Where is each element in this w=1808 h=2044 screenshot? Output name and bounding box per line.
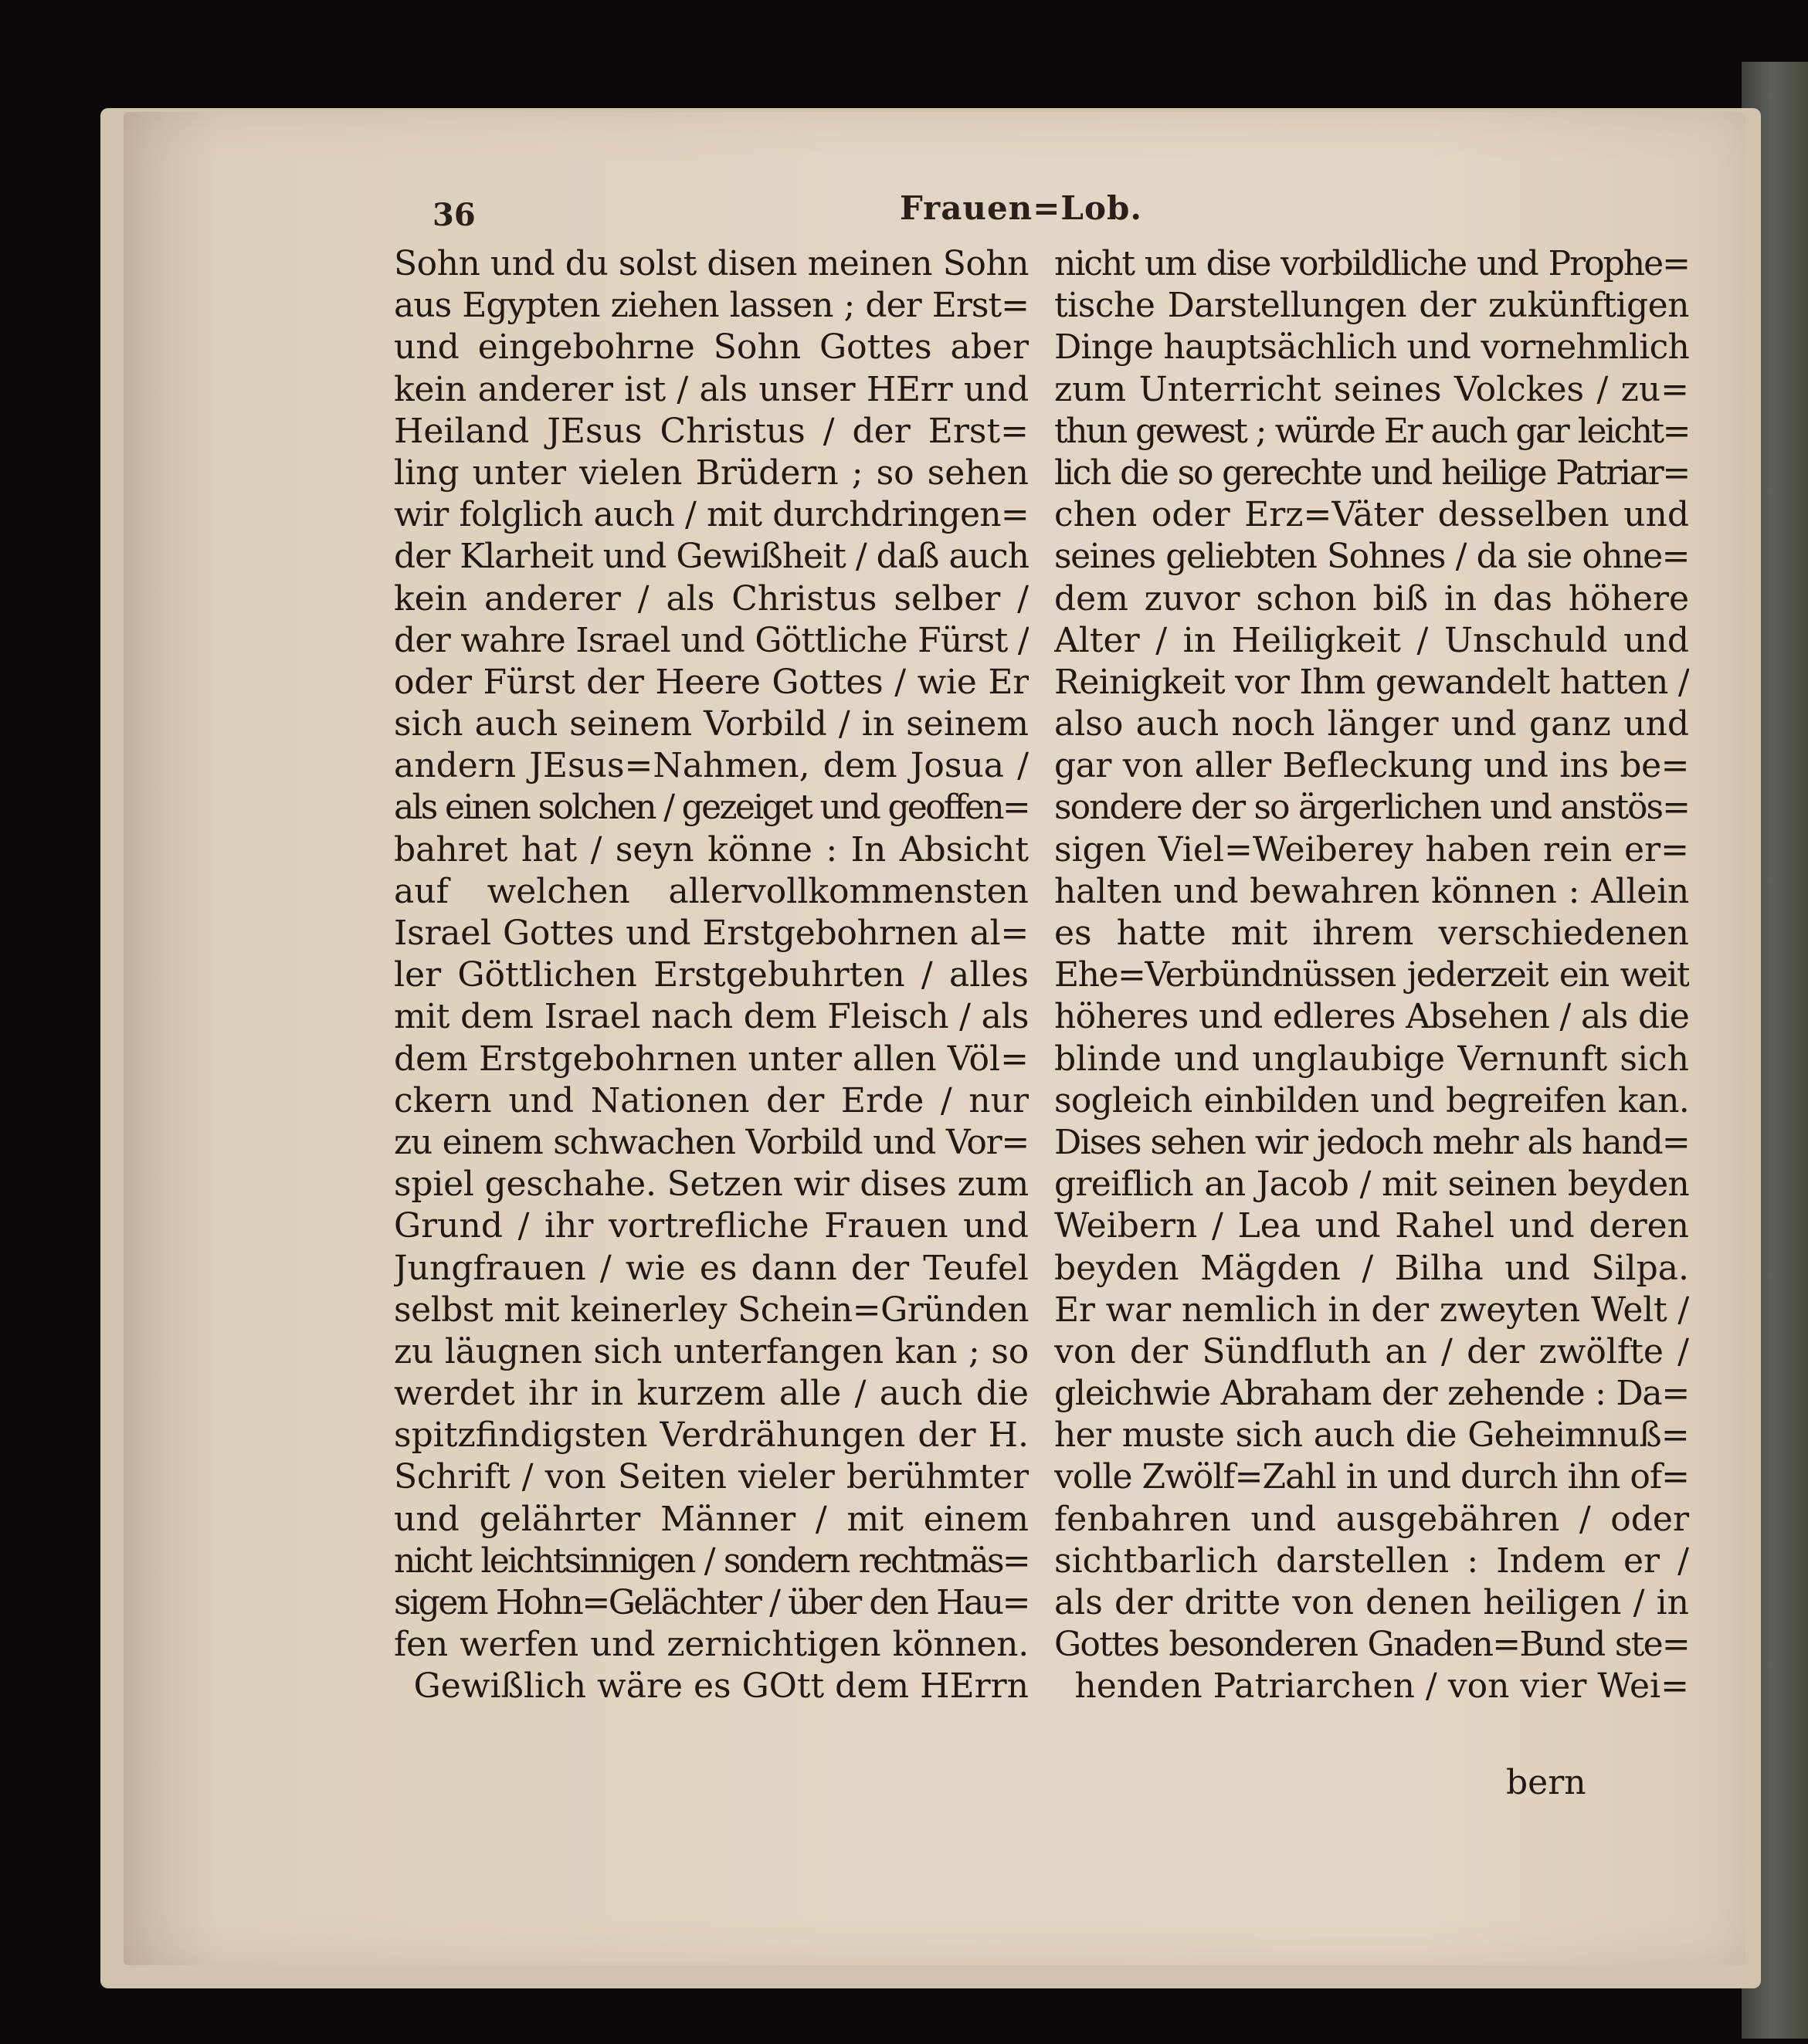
text-line: lich die so gerechte und heilige Patriar=	[1054, 453, 1689, 493]
text-line: spitzfindigsten Verdrähungen der H.	[394, 1415, 1029, 1456]
text-line: als einen solchen / gezeiget und geoffen=	[394, 788, 1029, 828]
text-line: und gelährter Männer / mit einem	[394, 1499, 1029, 1539]
text-line: spiel geschahe. Setzen wir dises zum	[394, 1164, 1029, 1205]
text-line: oder Fürst der Heere Gottes / wie Er	[394, 662, 1029, 702]
text-line: volle Zwölf=Zahl in und durch ihn of=	[1054, 1457, 1689, 1497]
text-line: fenbahren und ausgebähren / oder	[1054, 1499, 1689, 1539]
running-head: Frauen=Lob.	[900, 189, 1142, 227]
text-line: Dinge hauptsächlich und vornehmlich	[1054, 327, 1689, 368]
text-line: Gewißlich wäre es GOtt dem HErrn	[413, 1666, 1029, 1707]
text-column-left	[394, 243, 1029, 1708]
text-line: fen werfen und zernichtigen können.	[394, 1625, 1029, 1665]
text-line: mit dem Israel nach dem Fleisch / als	[394, 997, 1029, 1037]
text-line: sich auch seinem Vorbild / in seinem	[394, 704, 1029, 744]
text-line: tische Darstellungen der zukünftigen	[1054, 286, 1689, 326]
text-line: blinde und unglaubige Vernunft sich	[1054, 1039, 1689, 1079]
text-line: sogleich einbilden und begreifen kan.	[1054, 1080, 1689, 1120]
text-line: Sohn und du solst disen meinen Sohn	[394, 244, 1029, 283]
text-line: seines geliebten Sohnes / da sie ohne=	[1054, 537, 1689, 577]
text-line: kein anderer / als Christus selber /	[394, 578, 1029, 619]
text-column-right	[1054, 243, 1689, 1708]
text-line: zum Unterricht seines Volckes / zu=	[1054, 369, 1689, 409]
text-line: nicht um dise vorbildliche und Prophe=	[1054, 244, 1689, 283]
text-line: Israel Gottes und Erstgebohrnen al=	[394, 914, 1029, 953]
text-line: selbst mit keinerley Schein=Gründen	[394, 1290, 1029, 1330]
text-line: Alter / in Heiligkeit / Unschuld und	[1054, 620, 1689, 660]
text-line: der Klarheit und Gewißheit / daß auch	[394, 537, 1029, 577]
text-line: nicht leichtsinnigen / sondern rechtmäs=	[394, 1541, 1029, 1581]
text-line: Grund / ihr vortrefliche Frauen und	[394, 1206, 1029, 1246]
text-line: Schrift / von Seiten vieler berühmter	[394, 1457, 1029, 1497]
text-line: auf welchen allervollkommensten	[394, 871, 1029, 911]
text-line: thun gewest ; würde Er auch gar leicht=	[1054, 411, 1689, 451]
text-line: kein anderer ist / als unser HErr und	[394, 369, 1029, 409]
text-line: sigen Viel=Weiberey haben rein er=	[1054, 829, 1689, 869]
text-line: henden Patriarchen / von vier Wei=	[1074, 1666, 1689, 1707]
text-line: Gottes besonderen Gnaden=Bund ste=	[1054, 1625, 1689, 1665]
text-line: Jungfrauen / wie es dann der Teufel	[394, 1248, 1029, 1288]
text-line: gar von aller Befleckung und ins be=	[1054, 746, 1689, 786]
text-line: gleichwie Abraham der zehende : Da=	[1054, 1374, 1689, 1414]
text-line: greiflich an Jacob / mit seinen beyden	[1054, 1164, 1689, 1205]
text-line: also auch noch länger und ganz und	[1054, 704, 1689, 744]
text-line: andern JEsus=Nahmen, dem Josua /	[394, 746, 1029, 786]
text-line: ler Göttlichen Erstgebuhrten / alles	[394, 955, 1029, 995]
text-line: dem zuvor schon biß in das höhere	[1054, 578, 1689, 619]
catchword: bern	[1506, 1763, 1586, 1802]
text-line: der wahre Israel und Göttliche Fürst /	[394, 620, 1029, 660]
text-line: chen oder Erz=Väter desselben und	[1054, 495, 1689, 535]
text-line: wir folglich auch / mit durchdringen=	[394, 495, 1029, 535]
text-line: sichtbarlich darstellen : Indem er /	[1054, 1541, 1689, 1581]
text-line: von der Sündfluth an / der zwölfte /	[1054, 1331, 1689, 1371]
text-line: dem Erstgebohrnen unter allen Völ=	[394, 1039, 1029, 1079]
text-line: sondere der so ärgerlichen und anstös=	[1054, 788, 1689, 828]
text-line: sigem Hohn=Gelächter / über den Hau=	[394, 1583, 1029, 1622]
text-line: es hatte mit ihrem verschiedenen	[1054, 914, 1689, 953]
text-line: und eingebohrne Sohn Gottes aber	[394, 327, 1029, 368]
text-line: beyden Mägden / Bilha und Silpa.	[1054, 1248, 1689, 1288]
text-line: halten und bewahren können : Allein	[1054, 871, 1689, 911]
text-line: zu einem schwachen Vorbild und Vor=	[394, 1122, 1029, 1162]
text-line: Dises sehen wir jedoch mehr als hand=	[1054, 1122, 1689, 1162]
text-line: Heiland JEsus Christus / der Erst=	[394, 411, 1029, 451]
text-line: ling unter vielen Brüdern ; so sehen	[394, 453, 1029, 493]
text-line: werdet ihr in kurzem alle / auch die	[394, 1374, 1029, 1414]
text-line: höheres und edleres Absehen / als die	[1054, 997, 1689, 1037]
text-line: zu läugnen sich unterfangen kan ; so	[394, 1331, 1029, 1371]
text-line: Weibern / Lea und Rahel und deren	[1054, 1206, 1689, 1246]
text-line: ckern und Nationen der Erde / nur	[394, 1080, 1029, 1120]
text-line: Reinigkeit vor Ihm gewandelt hatten /	[1054, 662, 1689, 702]
page-number: 36	[432, 197, 476, 233]
text-line: her muste sich auch die Geheimnuß=	[1054, 1415, 1689, 1456]
text-line: als der dritte von denen heiligen / in	[1054, 1583, 1689, 1622]
text-line: bahret hat / seyn könne : In Absicht	[394, 829, 1029, 869]
text-line: aus Egypten ziehen lassen ; der Erst=	[394, 286, 1029, 326]
text-line: Er war nemlich in der zweyten Welt /	[1054, 1290, 1689, 1330]
text-line: Ehe=Verbündnüssen jederzeit ein weit	[1054, 955, 1689, 995]
